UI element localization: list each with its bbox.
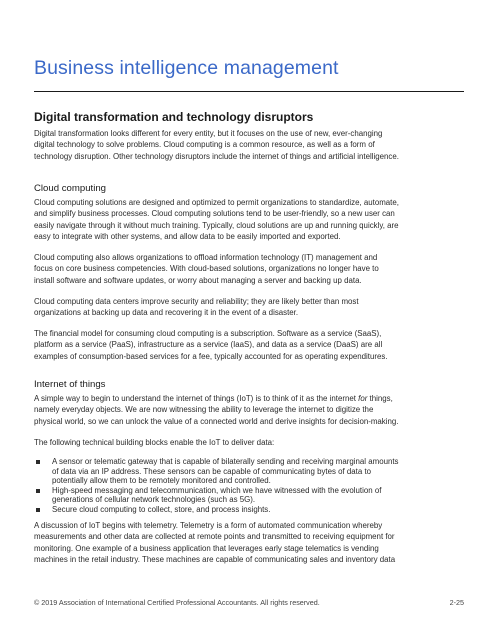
cloud-paragraph-2 — [34, 252, 464, 286]
cloud-computing-heading: Cloud computing — [34, 183, 106, 194]
iot-paragraph-2: The following technical building blocks enable the IoT to deliver data: — [34, 438, 275, 447]
bullet-square-icon — [36, 489, 40, 493]
text-line: and simplify business processes. Cloud computing solutions tend to be user-friendly, so a new user can — [34, 209, 395, 219]
text-run: things, — [367, 394, 393, 403]
cloud-paragraph-4 — [34, 328, 464, 362]
chapter-title: Business intelligence management — [34, 57, 339, 79]
text-line: of data via an IP address. These sensors can be capable of communicating bytes of data to — [52, 466, 372, 476]
text-line: digital technology to solve problems. Cloud computing is a common resource, as well as a form of — [34, 140, 375, 150]
cloud-paragraph-1 — [34, 197, 464, 243]
text-line: install software and software updates, or worry about managing a server and backing up data. — [34, 275, 362, 285]
text-line: A discussion of IoT begins with telemetry. Telemetry is a form of automated communication whereby — [34, 521, 383, 530]
text-run: A simple way to begin to understand the internet of things (IoT) is to think of it as the internet — [34, 394, 359, 403]
text-line: examples of consumption-based services for a fee, typically accounted for as operating expenditures. — [34, 351, 388, 361]
copyright-notice: © 2019 Association of International Certified Professional Accountants. All rights reserved. — [34, 598, 320, 607]
text-line: potentially allow them to be remotely monitored and controlled. — [52, 476, 271, 486]
page-footer — [34, 598, 464, 607]
page-number: 2-25 — [449, 598, 464, 607]
text-line: High-speed messaging and telecommunication, which we have witnessed with the evolution of — [52, 485, 382, 495]
iot-paragraph-1 — [34, 393, 464, 427]
title-rule — [34, 91, 464, 92]
list-item — [34, 457, 464, 486]
text-line: organizations at backing up data and recovering it in the event of a disaster. — [34, 308, 299, 318]
text-line: easy to integrate with other systems, and allow data to be easily imported and exported. — [34, 232, 341, 242]
intro-paragraph — [34, 128, 464, 162]
cloud-paragraph-3 — [34, 296, 464, 319]
list-item — [34, 486, 464, 505]
text-line: physical world, so we can unlock the value of a connected world and derive insights for decision-making. — [34, 416, 399, 426]
text-line: generations of cellular network technologies (such as 5G). — [52, 495, 256, 505]
text-line: easily navigate through it without much training. Typically, cloud solutions are up and running quickly, are — [34, 220, 399, 230]
section-heading: Digital transformation and technology disruptors — [34, 110, 314, 124]
text-line: A sensor or telematic gateway that is capable of bilaterally sending and receiving marginal amounts — [52, 457, 399, 466]
text-line: The financial model for consuming cloud computing is a subscription. Software as a service (SaaS), — [34, 329, 382, 338]
text-line: focus on core business competencies. With cloud-based solutions, organizations no longer have to — [34, 264, 379, 274]
text-line: Cloud computing solutions are designed and optimized to permit organizations to standardize, automate, — [34, 198, 399, 207]
bullet-square-icon — [36, 460, 40, 464]
text-line: technology disruption. Other technology disruptors include the internet of things and artificial intelligence. — [34, 151, 399, 161]
text-line: Cloud computing also allows organizations to offload information technology (IT) management and — [34, 253, 378, 262]
emphasis-for: for — [358, 394, 368, 403]
building-blocks-list — [34, 457, 464, 515]
text-line: Cloud computing data centers improve security and reliability; they are likely better than most — [34, 297, 359, 306]
iot-heading: Internet of things — [34, 379, 106, 390]
text-line: machines in the retail industry. These machines are capable of communicating sales and inventory data — [34, 555, 396, 565]
iot-paragraph-3 — [34, 520, 464, 566]
bullet-square-icon — [36, 508, 40, 512]
text-line: Digital transformation looks different for every entity, but it focuses on the use of new, ever-changing — [34, 129, 383, 138]
text-line: measurements and other data are collected at remote points and transmitted to receiving equipment for — [34, 532, 395, 542]
text-line: Secure cloud computing to collect, store, and process insights. — [52, 504, 271, 514]
list-item — [34, 505, 464, 515]
text-line: namely everyday objects. We are now witnessing the ability to leverage the internet to digitize the — [34, 405, 374, 415]
text-line: monitoring. One example of a business application that leverages early stage telematics is vending — [34, 543, 379, 553]
text-line — [34, 393, 464, 404]
text-line: platform as a service (PaaS), infrastructure as a service (IaaS), and data as a service (DaaS) are all — [34, 340, 383, 350]
